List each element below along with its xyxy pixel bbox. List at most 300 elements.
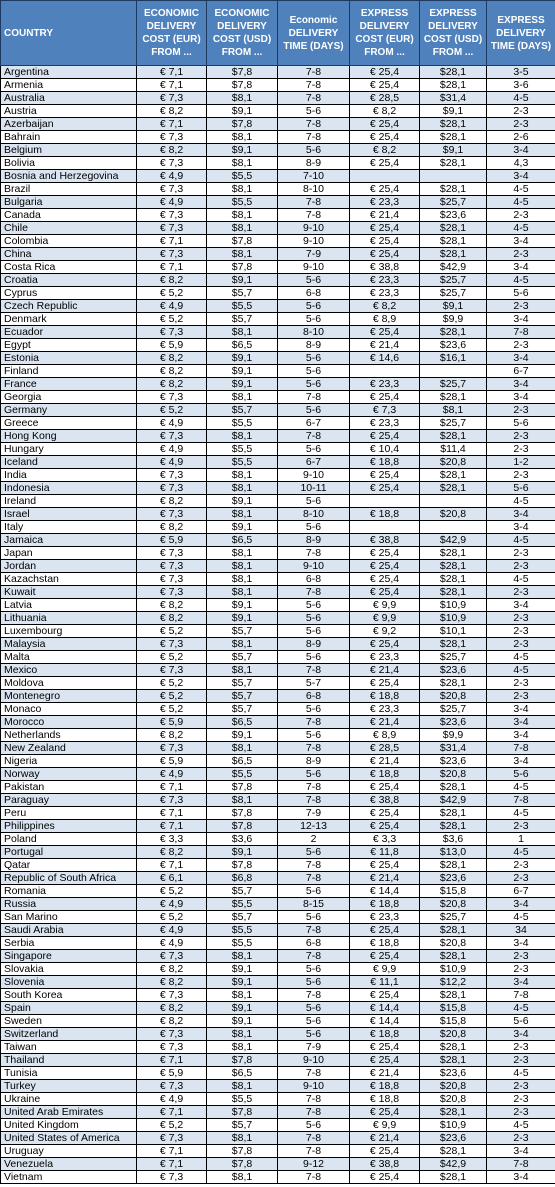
economic-cost-eur-cell: € 7,1 xyxy=(137,859,207,872)
country-cell: Jamaica xyxy=(1,534,137,547)
economic-cost-eur-cell: € 7,3 xyxy=(137,391,207,404)
economic-time-cell: 6-8 xyxy=(278,287,350,300)
express-time-cell: 4-5 xyxy=(487,534,555,547)
economic-cost-eur-cell: € 5,2 xyxy=(137,677,207,690)
economic-cost-usd-cell: $9,1 xyxy=(207,963,278,976)
economic-cost-eur-cell: € 7,1 xyxy=(137,820,207,833)
economic-cost-eur-cell: € 4,9 xyxy=(137,170,207,183)
express-time-cell: 5-6 xyxy=(487,768,555,781)
express-cost-usd-cell: $28,1 xyxy=(420,430,487,443)
economic-time-cell: 5-6 xyxy=(278,1028,350,1041)
express-time-cell: 4,3 xyxy=(487,157,555,170)
economic-cost-usd-cell: $7,8 xyxy=(207,79,278,92)
express-cost-usd-cell: $28,1 xyxy=(420,326,487,339)
country-cell: Greece xyxy=(1,417,137,430)
economic-cost-eur-cell: € 7,3 xyxy=(137,508,207,521)
economic-cost-eur-cell: € 4,9 xyxy=(137,300,207,313)
express-cost-usd-cell: $28,1 xyxy=(420,573,487,586)
economic-cost-eur-cell: € 4,9 xyxy=(137,898,207,911)
table-row xyxy=(1,703,555,716)
express-cost-usd-cell: $13,0 xyxy=(420,846,487,859)
economic-cost-eur-cell: € 4,9 xyxy=(137,443,207,456)
express-time-cell: 2-3 xyxy=(487,625,555,638)
country-cell: Thailand xyxy=(1,1054,137,1067)
economic-cost-eur-cell: € 7,1 xyxy=(137,66,207,79)
economic-cost-usd-cell: $7,8 xyxy=(207,261,278,274)
table-row xyxy=(1,1067,555,1080)
table-row xyxy=(1,963,555,976)
express-cost-eur-cell: € 21,4 xyxy=(350,872,420,885)
country-cell: Austria xyxy=(1,105,137,118)
economic-cost-usd-cell: $7,8 xyxy=(207,1106,278,1119)
express-time-cell: 3-4 xyxy=(487,976,555,989)
economic-cost-usd-cell: $5,7 xyxy=(207,703,278,716)
express-time-cell: 4-5 xyxy=(487,911,555,924)
table-row xyxy=(1,1158,555,1171)
table-row xyxy=(1,651,555,664)
economic-cost-eur-cell: € 8,2 xyxy=(137,105,207,118)
country-cell: Morocco xyxy=(1,716,137,729)
table-row xyxy=(1,183,555,196)
express-cost-eur-cell: € 18,8 xyxy=(350,768,420,781)
economic-cost-usd-cell: $5,5 xyxy=(207,1093,278,1106)
country-cell: Latvia xyxy=(1,599,137,612)
economic-time-cell: 5-6 xyxy=(278,352,350,365)
economic-cost-usd-cell: $8,1 xyxy=(207,508,278,521)
express-time-cell: 2-3 xyxy=(487,443,555,456)
economic-time-cell: 5-7 xyxy=(278,677,350,690)
economic-cost-usd-cell: $9,1 xyxy=(207,599,278,612)
express-cost-usd-cell: $31,4 xyxy=(420,92,487,105)
express-cost-eur-cell: € 21,4 xyxy=(350,755,420,768)
express-cost-eur-cell: € 25,4 xyxy=(350,820,420,833)
economic-time-cell: 7-8 xyxy=(278,92,350,105)
table-row xyxy=(1,534,555,547)
express-time-cell: 3-4 xyxy=(487,235,555,248)
country-cell: Indonesia xyxy=(1,482,137,495)
economic-cost-eur-cell: € 8,2 xyxy=(137,846,207,859)
express-cost-eur-cell: € 8,9 xyxy=(350,729,420,742)
economic-cost-usd-cell: $5,7 xyxy=(207,651,278,664)
economic-time-cell: 5-6 xyxy=(278,976,350,989)
country-cell: Pakistan xyxy=(1,781,137,794)
express-time-cell: 4-5 xyxy=(487,807,555,820)
country-cell: Poland xyxy=(1,833,137,846)
table-row xyxy=(1,92,555,105)
express-time-cell: 2-3 xyxy=(487,1132,555,1145)
country-cell: Peru xyxy=(1,807,137,820)
express-cost-eur-cell: € 28,5 xyxy=(350,92,420,105)
express-cost-usd-cell: $28,1 xyxy=(420,1054,487,1067)
express-cost-eur-cell: € 8,2 xyxy=(350,105,420,118)
table-row xyxy=(1,508,555,521)
express-cost-usd-cell: $28,1 xyxy=(420,1145,487,1158)
express-cost-eur-cell: € 25,4 xyxy=(350,482,420,495)
express-cost-usd-cell: $28,1 xyxy=(420,989,487,1002)
table-row xyxy=(1,105,555,118)
express-time-cell: 34 xyxy=(487,924,555,937)
express-cost-usd-cell: $20,8 xyxy=(420,898,487,911)
country-cell: Bosnia and Herzegovina xyxy=(1,170,137,183)
economic-cost-eur-cell: € 7,3 xyxy=(137,430,207,443)
express-time-cell: 3-4 xyxy=(487,170,555,183)
express-cost-eur-cell: € 25,4 xyxy=(350,781,420,794)
express-time-cell: 3-5 xyxy=(487,66,555,79)
express-cost-eur-cell: € 25,4 xyxy=(350,560,420,573)
economic-cost-eur-cell: € 7,3 xyxy=(137,950,207,963)
economic-cost-usd-cell: $7,8 xyxy=(207,1158,278,1171)
table-row xyxy=(1,1093,555,1106)
express-time-cell: 3-4 xyxy=(487,508,555,521)
express-time-cell: 2-3 xyxy=(487,547,555,560)
express-cost-usd-cell: $12,2 xyxy=(420,976,487,989)
express-time-cell: 4-5 xyxy=(487,651,555,664)
express-cost-usd-cell: $23,6 xyxy=(420,872,487,885)
economic-time-cell: 7-8 xyxy=(278,79,350,92)
express-time-cell: 3-4 xyxy=(487,378,555,391)
economic-time-cell: 9-10 xyxy=(278,560,350,573)
express-cost-eur-cell: € 10,4 xyxy=(350,443,420,456)
table-row xyxy=(1,612,555,625)
economic-cost-usd-cell: $3,6 xyxy=(207,833,278,846)
express-cost-usd-cell: $9,1 xyxy=(420,144,487,157)
express-cost-eur-cell: € 28,5 xyxy=(350,742,420,755)
express-time-cell: 2-3 xyxy=(487,339,555,352)
country-cell: Japan xyxy=(1,547,137,560)
header-economic-cost-eur: ECONOMIC DELIVERY COST (EUR) FROM ... xyxy=(137,1,207,66)
express-cost-eur-cell: € 25,4 xyxy=(350,131,420,144)
economic-cost-eur-cell: € 7,3 xyxy=(137,131,207,144)
economic-time-cell: 7-8 xyxy=(278,547,350,560)
table-row xyxy=(1,456,555,469)
country-cell: Turkey xyxy=(1,1080,137,1093)
express-time-cell: 4-5 xyxy=(487,664,555,677)
express-cost-eur-cell: € 23,3 xyxy=(350,417,420,430)
express-time-cell: 3-6 xyxy=(487,79,555,92)
economic-time-cell: 9-12 xyxy=(278,1158,350,1171)
economic-cost-usd-cell: $6,8 xyxy=(207,872,278,885)
table-row xyxy=(1,599,555,612)
express-cost-usd-cell: $28,1 xyxy=(420,482,487,495)
country-cell: Ecuador xyxy=(1,326,137,339)
economic-cost-eur-cell: € 8,2 xyxy=(137,352,207,365)
table-row xyxy=(1,716,555,729)
economic-time-cell: 7-8 xyxy=(278,716,350,729)
express-cost-usd-cell: $25,7 xyxy=(420,274,487,287)
express-cost-eur-cell: € 14,4 xyxy=(350,1002,420,1015)
table-row xyxy=(1,469,555,482)
express-time-cell: 4-5 xyxy=(487,196,555,209)
express-cost-usd-cell: $28,1 xyxy=(420,235,487,248)
express-time-cell: 2-6 xyxy=(487,131,555,144)
economic-cost-usd-cell: $8,1 xyxy=(207,1132,278,1145)
economic-cost-usd-cell: $5,7 xyxy=(207,690,278,703)
country-cell: Vietnam xyxy=(1,1171,137,1184)
table-row xyxy=(1,1002,555,1015)
express-cost-usd-cell: $20,8 xyxy=(420,768,487,781)
table-row xyxy=(1,846,555,859)
table-row xyxy=(1,1171,555,1184)
express-cost-usd-cell: $28,1 xyxy=(420,1041,487,1054)
economic-cost-usd-cell: $8,1 xyxy=(207,1171,278,1184)
economic-cost-eur-cell: € 7,1 xyxy=(137,261,207,274)
express-cost-usd-cell: $28,1 xyxy=(420,131,487,144)
country-cell: Slovenia xyxy=(1,976,137,989)
express-cost-eur-cell: € 21,4 xyxy=(350,209,420,222)
economic-cost-eur-cell: € 5,2 xyxy=(137,703,207,716)
express-time-cell: 2-3 xyxy=(487,677,555,690)
express-cost-eur-cell: € 25,4 xyxy=(350,638,420,651)
country-cell: Romania xyxy=(1,885,137,898)
economic-cost-usd-cell: $9,1 xyxy=(207,1002,278,1015)
country-cell: Denmark xyxy=(1,313,137,326)
express-time-cell: 2-3 xyxy=(487,1106,555,1119)
express-cost-eur-cell: € 14,6 xyxy=(350,352,420,365)
table-row xyxy=(1,638,555,651)
express-cost-usd-cell: $25,7 xyxy=(420,911,487,924)
express-time-cell: 2-3 xyxy=(487,430,555,443)
table-row xyxy=(1,781,555,794)
table-row xyxy=(1,417,555,430)
table-row xyxy=(1,664,555,677)
economic-cost-usd-cell: $8,1 xyxy=(207,1028,278,1041)
express-cost-eur-cell: € 25,4 xyxy=(350,183,420,196)
country-cell: Mexico xyxy=(1,664,137,677)
express-cost-usd-cell: $9,1 xyxy=(420,300,487,313)
country-cell: Sweden xyxy=(1,1015,137,1028)
economic-cost-eur-cell: € 7,3 xyxy=(137,469,207,482)
economic-cost-eur-cell: € 7,3 xyxy=(137,326,207,339)
express-cost-usd-cell: $20,8 xyxy=(420,690,487,703)
economic-time-cell: 7-8 xyxy=(278,118,350,131)
express-time-cell: 2-3 xyxy=(487,105,555,118)
express-cost-usd-cell: $28,1 xyxy=(420,183,487,196)
economic-cost-eur-cell: € 7,1 xyxy=(137,807,207,820)
economic-time-cell: 5-6 xyxy=(278,846,350,859)
express-cost-usd-cell: $28,1 xyxy=(420,469,487,482)
country-cell: Jordan xyxy=(1,560,137,573)
express-time-cell: 3-4 xyxy=(487,313,555,326)
economic-cost-usd-cell: $5,7 xyxy=(207,625,278,638)
express-cost-usd-cell: $28,1 xyxy=(420,118,487,131)
table-row xyxy=(1,261,555,274)
express-cost-usd-cell xyxy=(420,365,487,378)
economic-time-cell: 5-6 xyxy=(278,105,350,118)
express-time-cell: 4-5 xyxy=(487,1067,555,1080)
economic-cost-usd-cell: $7,8 xyxy=(207,1145,278,1158)
country-cell: Serbia xyxy=(1,937,137,950)
country-cell: Netherlands xyxy=(1,729,137,742)
economic-cost-usd-cell: $9,1 xyxy=(207,144,278,157)
express-cost-eur-cell: € 25,4 xyxy=(350,989,420,1002)
express-time-cell: 5-6 xyxy=(487,287,555,300)
country-cell: Nigeria xyxy=(1,755,137,768)
country-cell: Portugal xyxy=(1,846,137,859)
country-cell: Kuwait xyxy=(1,586,137,599)
express-cost-usd-cell: $23,6 xyxy=(420,755,487,768)
express-cost-usd-cell: $28,1 xyxy=(420,391,487,404)
express-cost-eur-cell: € 25,4 xyxy=(350,924,420,937)
express-cost-eur-cell xyxy=(350,521,420,534)
express-time-cell: 4-5 xyxy=(487,222,555,235)
table-row xyxy=(1,352,555,365)
express-cost-usd-cell: $42,9 xyxy=(420,261,487,274)
express-cost-eur-cell: € 8,9 xyxy=(350,313,420,326)
economic-time-cell: 5-6 xyxy=(278,963,350,976)
express-cost-usd-cell: $42,9 xyxy=(420,534,487,547)
express-cost-usd-cell: $28,1 xyxy=(420,677,487,690)
economic-cost-usd-cell: $5,5 xyxy=(207,937,278,950)
express-time-cell: 4-5 xyxy=(487,781,555,794)
express-time-cell: 7-8 xyxy=(487,326,555,339)
express-cost-usd-cell: $28,1 xyxy=(420,820,487,833)
economic-time-cell: 9-10 xyxy=(278,222,350,235)
express-cost-usd-cell: $3,6 xyxy=(420,833,487,846)
express-cost-usd-cell: $20,8 xyxy=(420,508,487,521)
express-cost-usd-cell xyxy=(420,521,487,534)
economic-cost-usd-cell: $8,1 xyxy=(207,482,278,495)
country-cell: Luxembourg xyxy=(1,625,137,638)
express-cost-eur-cell: € 25,4 xyxy=(350,1041,420,1054)
express-cost-usd-cell: $28,1 xyxy=(420,950,487,963)
economic-cost-eur-cell: € 7,3 xyxy=(137,1041,207,1054)
economic-cost-eur-cell: € 5,2 xyxy=(137,651,207,664)
express-time-cell: 7-8 xyxy=(487,742,555,755)
table-row xyxy=(1,742,555,755)
express-cost-usd-cell: $28,1 xyxy=(420,1171,487,1184)
express-cost-usd-cell: $20,8 xyxy=(420,937,487,950)
express-cost-usd-cell: $20,8 xyxy=(420,1028,487,1041)
express-time-cell: 5-6 xyxy=(487,482,555,495)
economic-cost-usd-cell: $8,1 xyxy=(207,222,278,235)
country-cell: Czech Republic xyxy=(1,300,137,313)
country-cell: Singapore xyxy=(1,950,137,963)
table-row xyxy=(1,391,555,404)
economic-cost-usd-cell: $5,7 xyxy=(207,404,278,417)
table-row xyxy=(1,378,555,391)
express-cost-eur-cell: € 9,9 xyxy=(350,599,420,612)
table-row xyxy=(1,950,555,963)
economic-time-cell: 9-10 xyxy=(278,261,350,274)
express-cost-eur-cell: € 25,4 xyxy=(350,248,420,261)
economic-cost-usd-cell: $8,1 xyxy=(207,1041,278,1054)
express-cost-eur-cell xyxy=(350,495,420,508)
country-cell: United Arab Emirates xyxy=(1,1106,137,1119)
economic-time-cell: 7-8 xyxy=(278,950,350,963)
express-cost-usd-cell: $28,1 xyxy=(420,79,487,92)
table-row xyxy=(1,404,555,417)
economic-time-cell: 7-8 xyxy=(278,794,350,807)
express-cost-eur-cell: € 25,4 xyxy=(350,586,420,599)
express-time-cell: 6-7 xyxy=(487,365,555,378)
economic-cost-eur-cell: € 8,2 xyxy=(137,729,207,742)
economic-cost-usd-cell: $8,1 xyxy=(207,326,278,339)
express-time-cell: 5-6 xyxy=(487,1015,555,1028)
express-time-cell: 2-3 xyxy=(487,963,555,976)
express-cost-usd-cell: $23,6 xyxy=(420,209,487,222)
express-cost-usd-cell: $9,9 xyxy=(420,313,487,326)
table-row xyxy=(1,248,555,261)
economic-cost-usd-cell: $5,5 xyxy=(207,768,278,781)
header-economic-cost-usd: ECONOMIC DELIVERY COST (USD) FROM ... xyxy=(207,1,278,66)
table-row xyxy=(1,1028,555,1041)
economic-time-cell: 5-6 xyxy=(278,911,350,924)
country-cell: Estonia xyxy=(1,352,137,365)
economic-cost-eur-cell: € 8,2 xyxy=(137,365,207,378)
express-cost-usd-cell: $20,8 xyxy=(420,456,487,469)
economic-cost-usd-cell: $9,1 xyxy=(207,521,278,534)
express-cost-eur-cell: € 25,4 xyxy=(350,391,420,404)
express-time-cell: 4-5 xyxy=(487,846,555,859)
economic-cost-usd-cell: $9,1 xyxy=(207,495,278,508)
express-cost-eur-cell: € 25,4 xyxy=(350,469,420,482)
economic-cost-eur-cell: € 4,9 xyxy=(137,196,207,209)
express-cost-eur-cell: € 9,2 xyxy=(350,625,420,638)
table-row xyxy=(1,976,555,989)
express-time-cell: 2-3 xyxy=(487,859,555,872)
express-cost-usd-cell: $28,1 xyxy=(420,560,487,573)
economic-time-cell: 6-7 xyxy=(278,456,350,469)
express-cost-eur-cell: € 25,4 xyxy=(350,547,420,560)
economic-time-cell: 7-10 xyxy=(278,170,350,183)
economic-time-cell: 7-9 xyxy=(278,248,350,261)
express-time-cell: 4-5 xyxy=(487,92,555,105)
express-cost-usd-cell: $28,1 xyxy=(420,1106,487,1119)
economic-cost-eur-cell: € 7,3 xyxy=(137,547,207,560)
table-row xyxy=(1,755,555,768)
economic-cost-eur-cell: € 8,2 xyxy=(137,599,207,612)
express-cost-usd-cell: $10,1 xyxy=(420,625,487,638)
express-cost-usd-cell: $8,1 xyxy=(420,404,487,417)
country-cell: Tunisia xyxy=(1,1067,137,1080)
economic-cost-eur-cell: € 8,2 xyxy=(137,274,207,287)
economic-time-cell: 7-8 xyxy=(278,1132,350,1145)
country-cell: Kazachstan xyxy=(1,573,137,586)
express-time-cell: 2-3 xyxy=(487,469,555,482)
express-time-cell: 2-3 xyxy=(487,1054,555,1067)
express-time-cell: 4-5 xyxy=(487,573,555,586)
country-cell: Paraguay xyxy=(1,794,137,807)
express-time-cell: 3-4 xyxy=(487,599,555,612)
economic-time-cell: 5-6 xyxy=(278,1015,350,1028)
economic-cost-eur-cell: € 5,2 xyxy=(137,885,207,898)
express-time-cell: 3-4 xyxy=(487,1145,555,1158)
table-row xyxy=(1,521,555,534)
economic-cost-usd-cell: $5,5 xyxy=(207,443,278,456)
express-time-cell: 3-4 xyxy=(487,716,555,729)
express-cost-usd-cell: $25,7 xyxy=(420,703,487,716)
economic-cost-eur-cell: € 7,3 xyxy=(137,586,207,599)
express-time-cell: 2-3 xyxy=(487,1080,555,1093)
country-cell: Egypt xyxy=(1,339,137,352)
economic-cost-eur-cell: € 7,3 xyxy=(137,742,207,755)
country-cell: Norway xyxy=(1,768,137,781)
economic-time-cell: 5-6 xyxy=(278,521,350,534)
express-cost-eur-cell: € 23,3 xyxy=(350,703,420,716)
table-row xyxy=(1,820,555,833)
economic-time-cell: 8-10 xyxy=(278,183,350,196)
country-cell: Georgia xyxy=(1,391,137,404)
economic-cost-eur-cell: € 8,2 xyxy=(137,612,207,625)
economic-cost-usd-cell: $9,1 xyxy=(207,976,278,989)
table-row xyxy=(1,1145,555,1158)
express-cost-eur-cell: € 25,4 xyxy=(350,677,420,690)
country-cell: Republic of South Africa xyxy=(1,872,137,885)
table-row xyxy=(1,287,555,300)
express-time-cell: 1-2 xyxy=(487,456,555,469)
economic-cost-eur-cell: € 7,3 xyxy=(137,183,207,196)
economic-cost-eur-cell: € 7,3 xyxy=(137,222,207,235)
